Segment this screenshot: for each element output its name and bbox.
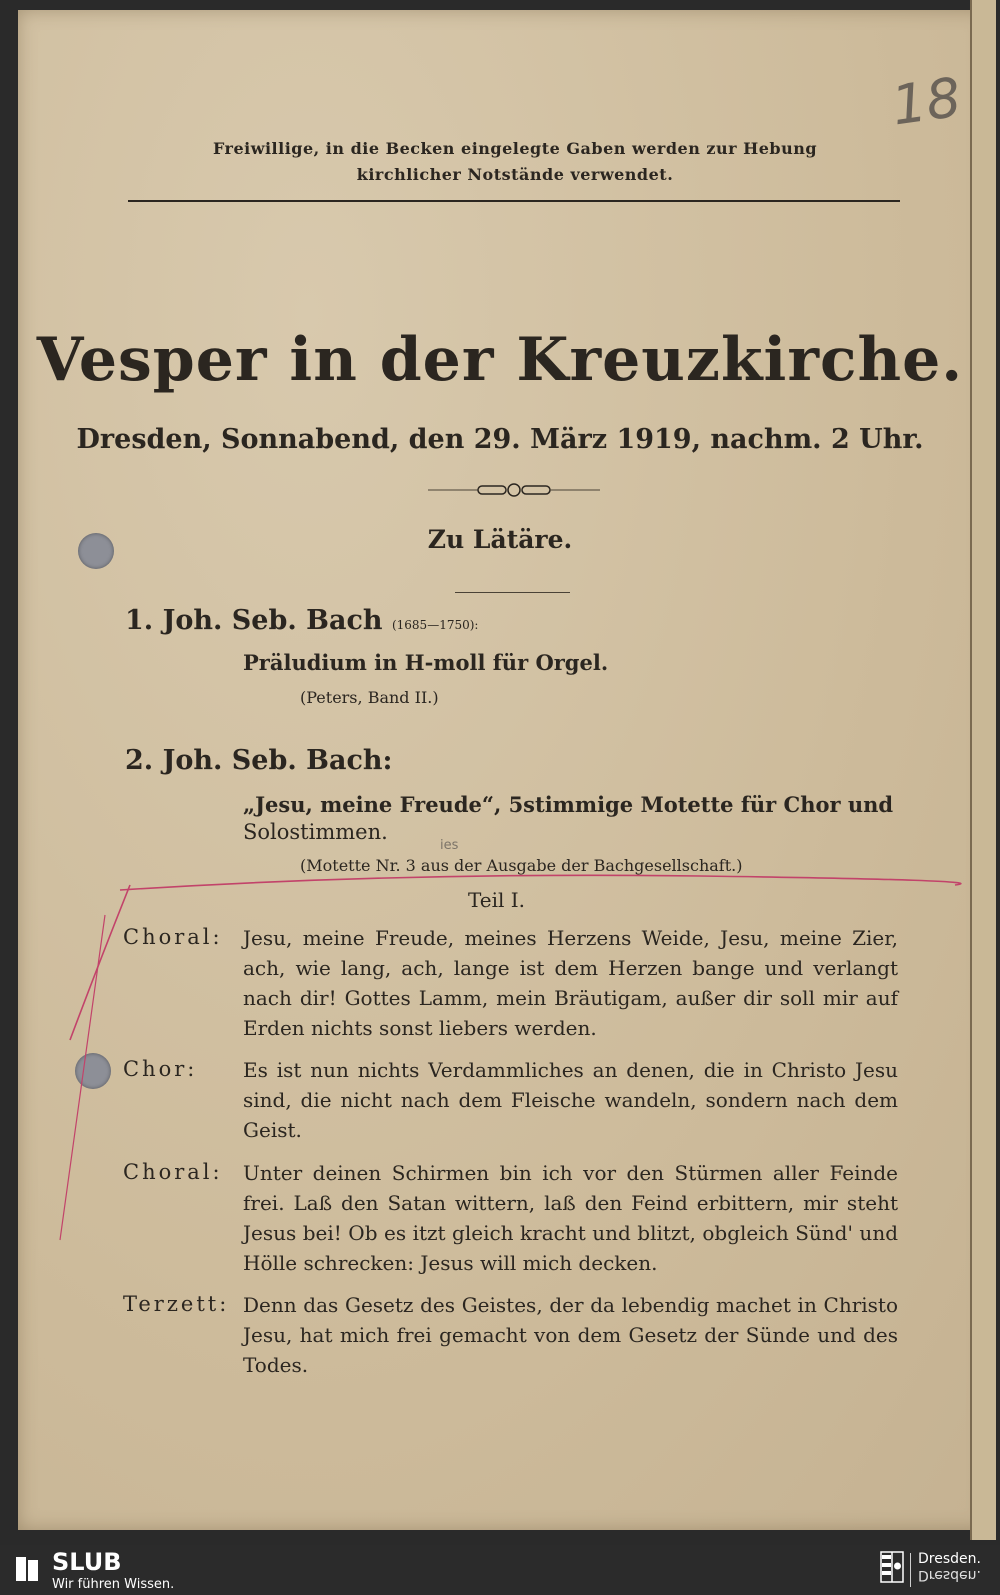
- section-label: Chor:: [123, 1057, 198, 1081]
- notice-line-1: Freiwillige, in die Becken eingelegte Gaben werden zur Hebung: [212, 139, 818, 158]
- work-title: „Jesu, meine Freude“, 5stimmige Motette für Chor und: [243, 792, 894, 817]
- program-item-1: [125, 605, 478, 636]
- section-text: Jesu, meine Freude, meines Herzens Weide, Jesu, meine Zier, ach, wie lang, ach, lange ist dem Herzen bange und verlangt nach dir! Gottes Lamm, mein Bräutigam, außer dir soll mir auf Erden nichts sonst liebers werden.: [243, 926, 898, 1040]
- section-label: Terzett:: [123, 1292, 230, 1316]
- edition-note: (Peters, Band II.): [300, 688, 439, 707]
- section-text: Es ist nun nichts Verdammliches an denen, die in Christo Jesu sind, die nicht nach dem Fleische wandeln, sondern nach dem Geist.: [243, 1058, 898, 1142]
- section-label: Choral:: [123, 1160, 223, 1184]
- city-name-reflection: Dresden.: [918, 1567, 981, 1583]
- footer-divider: [910, 1553, 911, 1587]
- occasion-heading: Zu Lätäre.: [427, 525, 573, 554]
- item-number: 1.: [125, 605, 154, 636]
- event-date: Dresden, Sonnabend, den 29. März 1919, nachm. 2 Uhr.: [76, 424, 924, 455]
- header-rule: [128, 200, 900, 202]
- composer: Joh. Seb. Bach: [162, 605, 383, 636]
- pencil-correction: ies: [440, 838, 459, 853]
- section-text: Unter deinen Schirmen bin ich vor den Stürmen aller Feinde frei. Laß den Satan wittern, laß den Feind erbittern, mir steht Jesus bei! Ob es itzt gleich kracht und blitzt, obgleich Sünd' und Hölle schrecken: Jesus will mich decken.: [243, 1161, 898, 1275]
- page-edge: [970, 0, 996, 1540]
- library-name: SLUB: [52, 1548, 122, 1576]
- punch-hole-icon: [75, 1053, 111, 1089]
- section-label: Choral:: [123, 925, 223, 949]
- page-title: Vesper in der Kreuzkirche.: [36, 325, 964, 395]
- donation-notice: [130, 136, 900, 188]
- library-tagline: Wir führen Wissen.: [52, 1577, 175, 1592]
- occasion-rule: [455, 592, 570, 593]
- item-number: 2.: [125, 745, 154, 776]
- city-logo: [918, 1552, 981, 1582]
- slub-logo-icon: [14, 1554, 40, 1584]
- composer-years: (1685—1750):: [391, 618, 479, 632]
- part-heading: Teil I.: [468, 888, 526, 912]
- program-item-2: [125, 745, 393, 776]
- work-title-line-2: Solostimmen.: [243, 820, 388, 844]
- city-name: Dresden.: [918, 1551, 981, 1567]
- folio-number: 18: [887, 65, 965, 138]
- city-crest-icon: [880, 1551, 904, 1585]
- punch-hole-icon: [78, 533, 114, 569]
- section-text: Denn das Gesetz des Geistes, der da lebendig machet in Christo Jesu, hat mich frei gemacht von dem Gesetz der Sünde und des Todes.: [243, 1293, 898, 1377]
- composer: Joh. Seb. Bach:: [162, 745, 393, 776]
- edition-note: (Motette Nr. 3 aus der Ausgabe der Bachgesellschaft.): [300, 856, 743, 875]
- ornament-divider: [428, 481, 600, 499]
- work-title: Präludium in H-moll für Orgel.: [243, 650, 609, 675]
- notice-line-2: kirchlicher Notstände verwendet.: [356, 165, 674, 184]
